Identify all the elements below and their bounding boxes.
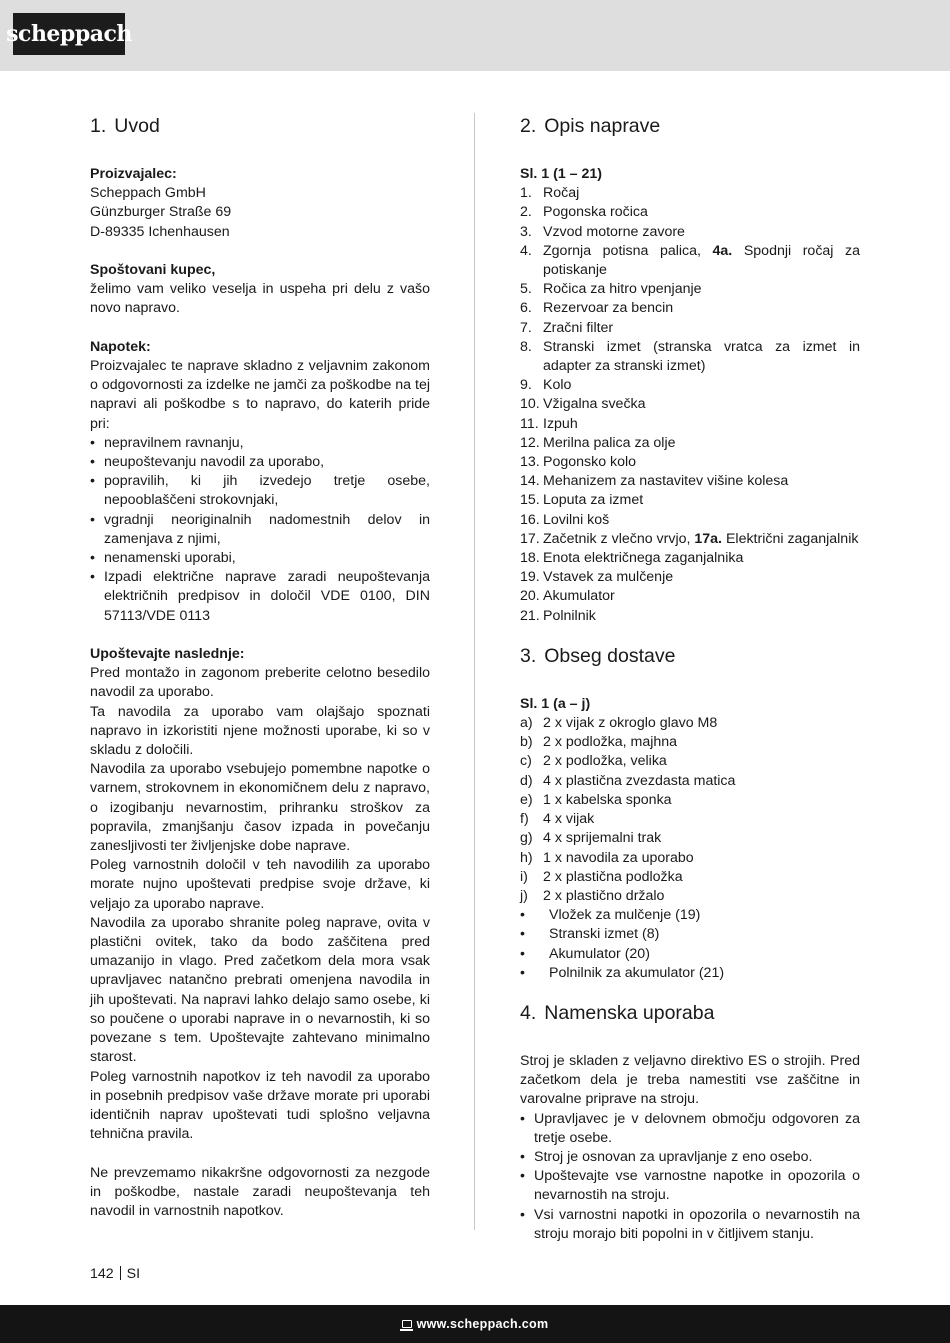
list-item: 3. Vzvod motorne zavore — [520, 223, 685, 240]
page-footer — [0, 1305, 950, 1343]
list-item: • Vsi varnostni napotki in opozorila o nevarnostih na stroju morajo biti popolni in v čitljivem stanju. — [520, 1206, 860, 1244]
figure-reference: Sl. 1 (a – j) — [520, 695, 591, 712]
note-text: Proizvajalec te naprave skladno z veljavnim zakonom o odgovornosti za izdelke ne jamči za poškodbe na tej napravi ali poškodbe s to napravo, do katerih pride pri: — [90, 358, 430, 432]
page-number: 142 SI — [90, 1266, 141, 1282]
list-item: 11. Izpuh — [520, 415, 578, 432]
observe-paragraph: Ta navodila za uporabo vam olajšajo spoznati napravo in izkoristiti njene možnosti uporabe, ki so v skladu z določili. — [90, 703, 430, 759]
list-item: j) 2 x plastično držalo — [520, 887, 665, 904]
list-item: • Vložek za mulčenje (19) — [520, 906, 860, 925]
list-item: b) 2 x podložka, majhna — [520, 734, 678, 751]
computer-icon — [402, 1320, 412, 1328]
list-item: 4. Zgornja potisna palica, 4a. Spodnji ročaj za potiskanje — [520, 242, 860, 279]
observe-paragraph: Navodila za uporabo shranite poleg naprave, ovita v plastični ovitek, tako da bodo zaščitena pred umazanijo in vlago. Pred začetkom dela mora vsak upravljavec natančno prebrati omenjena navodila in jih upoštevati. Na napravi lahko delajo samo osebe, ki so poučene o uporabi naprave in o nevarnostih, ki so povezane s tem. Upoštevajte zahtevano minimalno starost. — [90, 914, 430, 1066]
list-item: h) 1 x navodila za uporabo — [520, 849, 694, 866]
list-item: 10. Vžigalna svečka — [520, 396, 646, 413]
list-item: 17. Začetnik z vlečno vrvjo, 17a. Električni zaganjalnik — [520, 530, 859, 547]
footer-url: www.scheppach.com — [416, 1317, 549, 1331]
list-item: • Upravljavec je v delovnem območju odgovoren za tretje osebe. — [520, 1110, 860, 1148]
list-item: 21. Polnilnik — [520, 607, 596, 624]
list-item: a) 2 x vijak z okroglo glavo M8 — [520, 715, 718, 732]
list-item: • Stranski izmet (8) — [520, 925, 860, 944]
disclaimer-text: Ne prevzemamo nikakršne odgovornosti za nezgode in poškodbe, nastale zaradi neupoštevanja teh navodil in varnostnih napotkov. — [90, 1164, 430, 1219]
list-item: 7. Zračni filter — [520, 319, 614, 336]
list-item: 9. Kolo — [520, 377, 572, 394]
column-divider — [474, 113, 475, 1230]
brand-logo: scheppach — [13, 13, 125, 55]
delivery-extras-list — [520, 906, 860, 983]
list-item: d) 4 x plastična zvezdasta matica — [520, 772, 736, 789]
list-item: 18. Enota električnega zaganjalnika — [520, 550, 744, 567]
note-bullet-list — [90, 434, 430, 626]
observe-paragraph: Poleg varnostnih določil v teh navodilih za uporabo morate nujno upoštevati predpise svoje države, ki veljajo za uporabo naprave. — [90, 857, 430, 912]
list-item: c) 2 x podložka, velika — [520, 753, 667, 770]
list-item: • nepravilnem ravnanju, — [90, 434, 430, 453]
intended-use-text: Stroj je skladen z veljavno direktivo ES o strojih. Pred začetkom dela je treba namestiti vse zaščitne in varovalne priprave na stroju. — [520, 1052, 860, 1108]
list-item: • vgradnji neoriginalnih nadomestnih delov in zamenjava z njimi, — [90, 511, 430, 549]
observe-paragraph: Poleg varnostnih napotkov iz teh navodil za uporabo in posebnih predpisov vaše države morate pri uporabi identičnih naprav upoštevati tudi splošno veljavna tehnična pravila. — [90, 1068, 430, 1143]
manufacturer-label: Proizvajalec: — [90, 166, 177, 182]
page-header — [0, 0, 950, 71]
list-item: 1. Ročaj — [520, 185, 580, 202]
list-item: i) 2 x plastična podložka — [520, 868, 683, 885]
list-item: • popravilih, ki jih izvedejo tretje osebe, nepooblaščeni strokovnjaki, — [90, 472, 430, 510]
list-item: • Izpadi električne naprave zaradi neupoštevanja električnih predpisov in določil VDE 0100, DIN 57113/VDE 0113 — [90, 568, 430, 626]
list-item: 2. Pogonska ročica — [520, 204, 648, 221]
parts-list — [520, 184, 860, 626]
list-item: 13. Pogonsko kolo — [520, 454, 637, 471]
delivery-list — [520, 714, 860, 906]
section-heading-description: 2. Opis naprave — [520, 115, 661, 137]
observe-paragraph: Pred montažo in zagonom preberite celotno besedilo navodil za uporabo. — [90, 665, 430, 701]
list-item: 15. Loputa za izmet — [520, 492, 644, 509]
list-item: 19. Vstavek za mulčenje — [520, 569, 674, 586]
list-item: 8. Stranski izmet (stranska vratca za izmet in adapter za stranski izmet) — [520, 338, 860, 375]
right-column — [520, 114, 860, 1244]
list-item: 16. Lovilni koš — [520, 511, 610, 528]
intended-use-bullets — [520, 1110, 860, 1244]
list-item: 5. Ročica za hitro vpenjanje — [520, 281, 702, 298]
observe-paragraph: Navodila za uporabo vsebujejo pomembne napotke o varnem, strokovnem in ekonomičnem delu z napravo, o izogibanju nevarnostim, prihranku stroškov za popravila, zmanjšanju časov izpada in povečanju zanesljivosti ter življenjske dobe naprave. — [90, 761, 430, 855]
customer-label: Spoštovani kupec, — [90, 262, 216, 278]
section-heading-delivery: 3. Obseg dostave — [520, 644, 676, 667]
customer-text: želimo vam veliko veselja in uspeha pri delu z vašo novo napravo. — [90, 281, 430, 317]
list-item: e) 1 x kabelska sponka — [520, 791, 672, 808]
list-item: • Stroj je osnovan za upravljanje z eno osebo. — [520, 1148, 860, 1167]
list-item: 14. Mehanizem za nastavitev višine kolesa — [520, 473, 789, 490]
list-item: 20. Akumulator — [520, 588, 615, 605]
list-item: g) 4 x sprijemalni trak — [520, 830, 662, 847]
note-label: Napotek: — [90, 338, 151, 355]
figure-reference: Sl. 1 (1 – 21) — [520, 166, 603, 182]
observe-label: Upoštevajte naslednje: — [90, 646, 245, 663]
manufacturer-line: Günzburger Straße 69 — [90, 204, 232, 221]
list-item: • Polnilnik za akumulator (21) — [520, 964, 860, 983]
list-item: f) 4 x vijak — [520, 811, 595, 828]
list-item: • nenamenski uporabi, — [90, 549, 430, 568]
list-item: • Upoštevajte vse varnostne napotke in opozorila o nevarnostih na stroju. — [520, 1167, 860, 1205]
manufacturer-line: D-89335 Ichenhausen — [90, 223, 230, 240]
section-heading-intended-use: 4. Namenska uporaba — [520, 1001, 715, 1024]
left-column — [90, 114, 430, 1221]
list-item: 12. Merilna palica za olje — [520, 434, 676, 451]
section-heading-intro: 1. Uvod — [90, 115, 160, 137]
manufacturer-line: Scheppach GmbH — [90, 185, 206, 202]
list-item: • neupoštevanju navodil za uporabo, — [90, 453, 430, 472]
list-item: • Akumulator (20) — [520, 945, 860, 964]
list-item: 6. Rezervoar za bencin — [520, 300, 674, 317]
